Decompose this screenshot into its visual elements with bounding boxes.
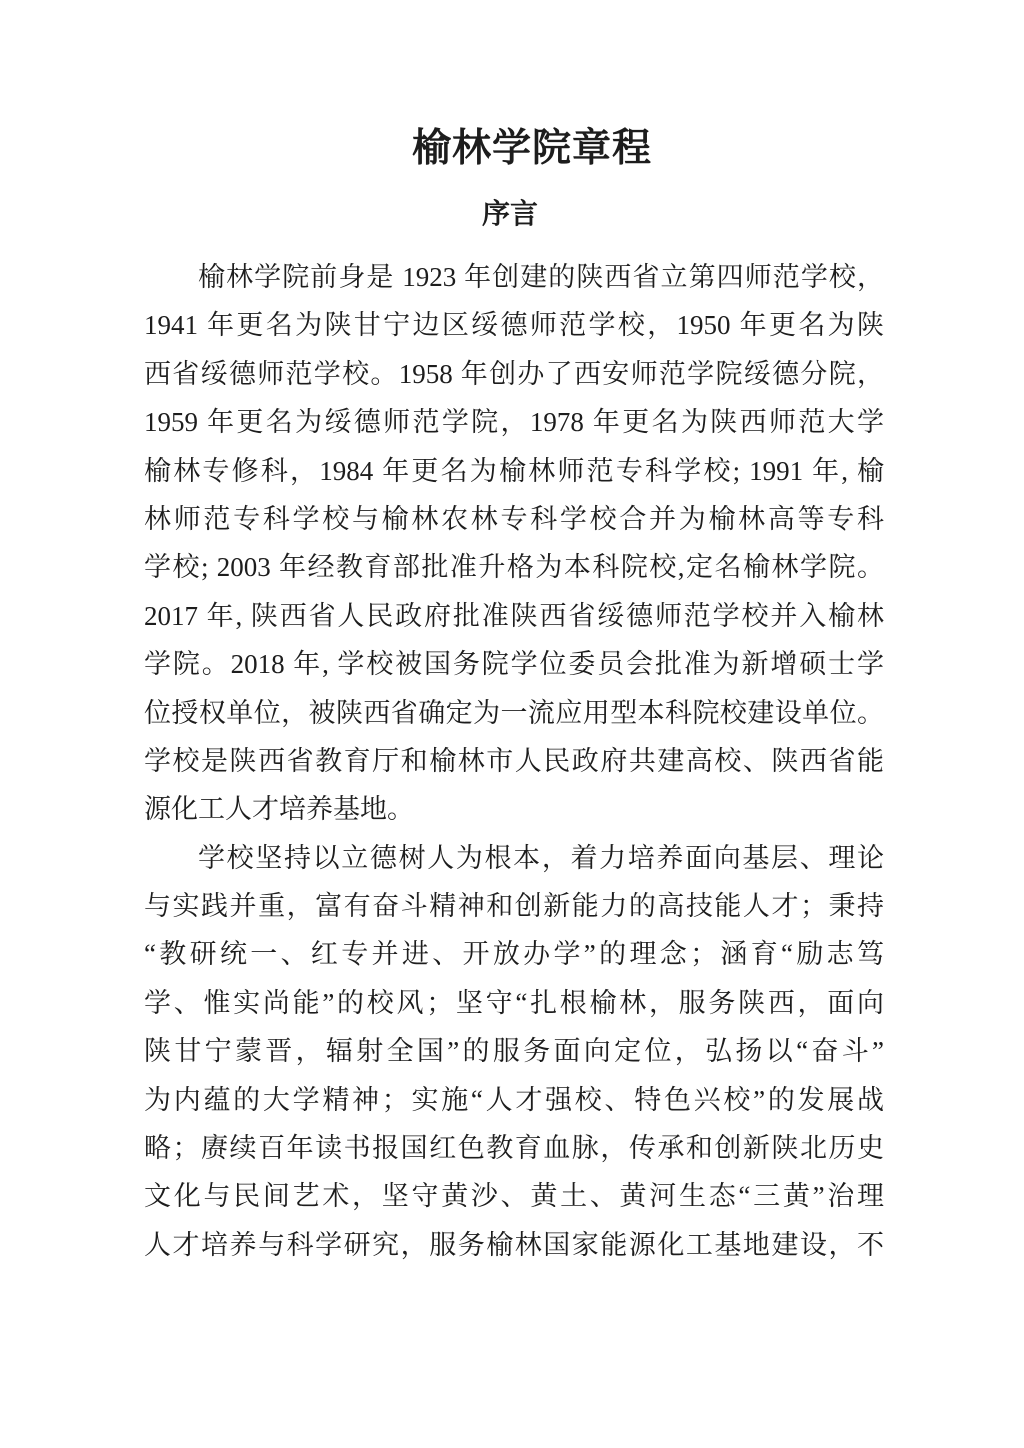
section-heading-preface: 序言 xyxy=(481,197,538,230)
text-line: 陕甘宁蒙晋，辐射全国”的服务面向定位，弘扬以“奋斗” xyxy=(144,1036,884,1067)
document-body xyxy=(144,253,884,1269)
text-line: 学校是陕西省教育厅和榆林市人民政府共建高校、陕西省能 xyxy=(144,745,884,776)
document-title: 榆林学院章程 xyxy=(411,126,652,171)
text-line: 榆林专修科，1984 年更名为榆林师范专科学校; 1991 年, 榆 xyxy=(144,455,884,486)
text-line: 人才培养与科学研究，服务榆林国家能源化工基地建设，不 xyxy=(144,1229,884,1260)
text-line: 学、惟实尚能”的校风；坚守“扎根榆林，服务陕西，面向 xyxy=(144,987,884,1018)
text-line: 与实践并重，富有奋斗精神和创新能力的高技能人才；秉持 xyxy=(144,891,884,922)
text-line: 略；赓续百年读书报国红色教育血脉，传承和创新陕北历史 xyxy=(144,1133,884,1164)
text-line: 学校坚持以立德树人为根本，着力培养面向基层、理论 xyxy=(198,842,884,873)
text-line: 文化与民间艺术，坚守黄沙、黄土、黄河生态“三黄”治理 xyxy=(144,1181,884,1212)
text-line: 学校; 2003 年经教育部批准升格为本科院校,定名榆林学院。 xyxy=(144,552,884,583)
text-line: 位授权单位，被陕西省确定为一流应用型本科院校建设单位。 xyxy=(144,697,884,728)
text-line: 2017 年, 陕西省人民政府批准陕西省绥德师范学校并入榆林 xyxy=(144,600,884,631)
paragraph-mission xyxy=(144,834,884,1270)
text-line: 1959 年更名为绥德师范学院，1978 年更名为陕西师范大学 xyxy=(144,407,884,438)
text-line: “教研统一、红专并进、开放办学”的理念；涵育“励志笃 xyxy=(144,939,884,970)
text-line: 林师范专科学校与榆林农林专科学校合并为榆林高等专科 xyxy=(144,503,884,534)
paragraph-history xyxy=(144,253,884,834)
text-line: 1941 年更名为陕甘宁边区绥德师范学校，1950 年更名为陕 xyxy=(144,310,884,341)
text-line: 学院。2018 年, 学校被国务院学位委员会批准为新增硕士学 xyxy=(144,649,884,680)
text-line: 榆林学院前身是 1923 年创建的陕西省立第四师范学校， xyxy=(198,262,884,292)
text-line: 源化工人才培养基地。 xyxy=(144,794,414,825)
text-line: 西省绥德师范学校。1958 年创办了西安师范学院绥德分院， xyxy=(144,358,884,389)
text-line: 为内蕴的大学精神；实施“人才强校、特色兴校”的发展战 xyxy=(144,1084,884,1115)
